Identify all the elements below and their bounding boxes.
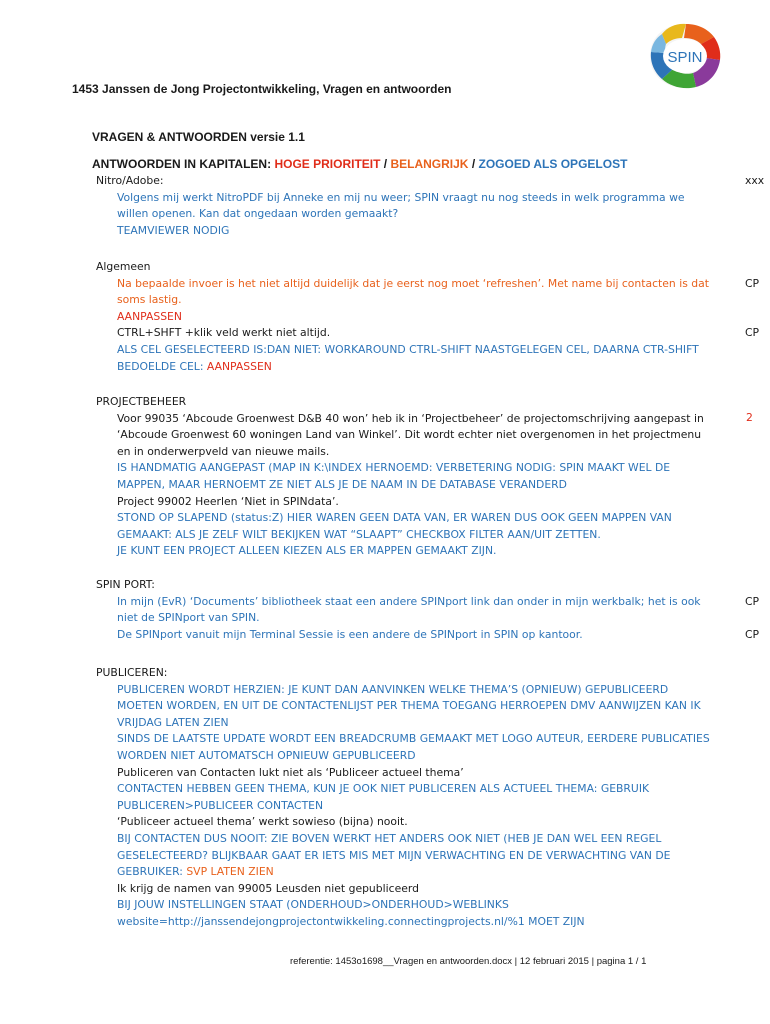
- question-text: CTRL+SHFT +klik veld werkt niet altijd.: [117, 326, 331, 340]
- section-spinport: [96, 577, 716, 643]
- section-heading: Nitro/Adobe:: [96, 174, 164, 187]
- answer-text: [96, 831, 716, 881]
- question-text: Ik krijg de namen van 99005 Leusden niet gepubliceerd: [117, 881, 419, 895]
- status-mark: CP: [745, 628, 760, 641]
- answer-highlight: AANPASSEN: [206, 359, 272, 373]
- answer-text: STOND OP SLAPEND (status:Z) HIER WAREN GEEN DATA VAN, ER WAREN DUS OOK GEEN MAPPEN VAN GEMAAKT: ALS JE ZELF WILT BEKIJKEN WAT “SLAAPT” CHECKBOX FILTER AAN/UIT ZETTEN.: [117, 511, 672, 541]
- section-nitro: [96, 173, 716, 239]
- answer-text: PUBLICEREN WORDT HERZIEN: JE KUNT DAN AANVINKEN WELKE THEMA’S (OPNIEUW) GEPUBLICEERD MOETEN WORDEN, EN UIT DE CONTACTENLIJST PER THEMA TOEGANG HERROEPEN DMV AANWIJZEN KAN IK VRIJDAG LATEN ZIEN: [117, 682, 701, 729]
- answer-text: JE KUNT EEN PROJECT ALLEEN KIEZEN ALS ER MAPPEN GEMAAKT ZIJN.: [117, 544, 497, 558]
- legend-separator: /: [380, 157, 391, 171]
- question-text: Project 99002 Heerlen ‘Niet in SPINdata’.: [117, 494, 339, 508]
- question-text: ‘Publiceer actueel thema’ werkt sowieso (bijna) nooit.: [117, 815, 408, 829]
- legend-high-priority: HOGE PRIORITEIT: [274, 157, 381, 171]
- legend-solved: ZOGOED ALS OPGELOST: [478, 157, 628, 171]
- status-mark: xxx: [745, 174, 765, 187]
- section-projectbeheer: [96, 394, 716, 560]
- question-text: In mijn (EvR) ‘Documents’ bibliotheek staat een andere SPINport link dan onder in mijn werkbalk; het is ook niet de SPINport van SPIN.: [117, 594, 701, 625]
- status-mark: CP: [745, 326, 760, 339]
- answer-text: SINDS DE LAATSTE UPDATE WORDT EEN BREADCRUMB GEMAAKT MET LOGO AUTEUR, EERDERE PUBLICATIES WORDEN NIET AUTOMATSCH OPNIEUW GEPUBLICEERD: [117, 732, 710, 762]
- answer-text: BIJ CONTACTEN DUS NOOIT: ZIE BOVEN WERKT HET ANDERS OOK NIET (HEB JE DAN WEL EEN REGEL GESELECTEERD? BLIJKBAAR GAAT ER IETS MIS MET MIJN VERWACHTING EN DE VERWACHTING VAN DE GEBRUIKER:: [117, 831, 671, 879]
- question-text: De SPINport vanuit mijn Terminal Sessie is een andere de SPINport in SPIN op kantoor.: [117, 627, 583, 641]
- section-heading: PUBLICEREN:: [96, 666, 168, 679]
- status-mark: 2: [746, 411, 753, 424]
- question-text: Na bepaalde invoer is het niet altijd duidelijk dat je eerst nog moet ‘refreshen’. Met name bij contacten is dat soms lastig.: [117, 276, 709, 307]
- answer-text: ALS CEL GESELECTEERD IS:DAN NIET: WORKAROUND CTRL-SHIFT NAASTGELEGEN CEL, DAARNA CTR-SHIFT BEDOELDE CEL:: [117, 342, 699, 373]
- question-text: Voor 99035 ‘Abcoude Groenwest D&B 40 won’ heb ik in ‘Projectbeheer’ de projectomschrijving aangepast in ‘Abcoude Groenwest 60 woningen Land van Winkel’. Dit wordt echter niet overgenomen in het projectmenu en in onderwerpveld van nieuwe mails.: [117, 411, 704, 458]
- question-text: Publiceren van Contacten lukt niet als ‘Publiceer actueel thema’: [117, 765, 464, 779]
- status-mark: CP: [745, 277, 760, 290]
- section-algemeen: [96, 259, 716, 375]
- section-heading: PROJECTBEHEER: [96, 395, 187, 408]
- version-heading: VRAGEN & ANTWOORDEN versie 1.1: [92, 130, 305, 144]
- legend-prefix: ANTWOORDEN IN KAPITALEN:: [92, 157, 275, 171]
- status-mark: CP: [745, 595, 760, 608]
- question-text: Volgens mij werkt NitroPDF bij Anneke en mij nu weer; SPIN vraagt nu nog steeds in welk programma we willen openen. Kan dat ongedaan worden gemaakt?: [117, 190, 685, 221]
- page-footer: referentie: 1453o1698__Vragen en antwoorden.docx | 12 februari 2015 | pagina 1 / 1: [290, 956, 647, 967]
- legend-important: BELANGRIJK: [390, 157, 469, 171]
- answer-highlight: SVP LATEN ZIEN: [186, 865, 274, 879]
- section-heading: SPIN PORT:: [96, 578, 155, 591]
- priority-legend: [92, 157, 627, 171]
- legend-separator: /: [468, 157, 479, 171]
- document-title: 1453 Janssen de Jong Projectontwikkeling, Vragen en antwoorden: [72, 82, 452, 96]
- answer-text: [96, 342, 716, 375]
- answer-text: TEAMVIEWER NODIG: [117, 223, 230, 237]
- answer-text: BIJ JOUW INSTELLINGEN STAAT (ONDERHOUD>ONDERHOUD>WEBLINKS website=http://janssendejongprojectontwikkeling.connectingprojects.nl/%1 MOET ZIJN: [117, 898, 585, 928]
- section-publiceren: [96, 665, 716, 931]
- logo-text: SPIN: [667, 49, 703, 66]
- answer-text: IS HANDMATIG AANGEPAST (MAP IN K:\INDEX HERNOEMD: VERBETERING NODIG: SPIN MAAKT WEL DE MAPPEN, MAAR HERNOEMT ZE NIET ALS JE DE NAAM IN DE DATABASE VERANDERD: [117, 461, 671, 491]
- answer-text: AANPASSEN: [117, 309, 182, 323]
- section-heading: Algemeen: [96, 260, 151, 273]
- answer-text: CONTACTEN HEBBEN GEEN THEMA, KUN JE OOK NIET PUBLICEREN ALS ACTUEEL THEMA: GEBRUIK PUBLICEREN>PUBLICEER CONTACTEN: [117, 782, 650, 812]
- spin-logo: [646, 20, 724, 92]
